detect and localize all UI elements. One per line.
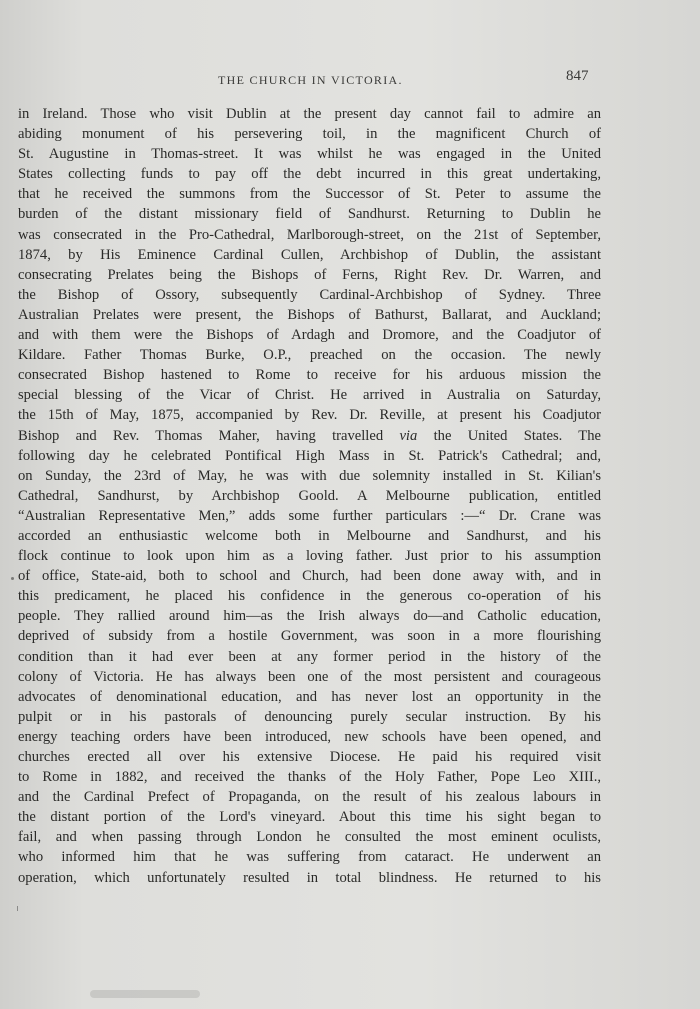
text-line: “Australian Representative Men,” adds some further particulars :—“ Dr. Crane was (18, 507, 601, 524)
page-number: 847 (566, 68, 589, 84)
text-line: colony of Victoria. He has always been one of the most persistent and courageous (18, 668, 601, 685)
text-line: consecrating Prelates being the Bishops of Ferns, Right Rev. Dr. Warren, and (18, 266, 601, 283)
text-line: energy teaching orders have been introduced, new schools have been opened, and (18, 728, 601, 745)
text-line: Cathedral, Sandhurst, by Archbishop Goold. A Melbourne publication, entitled (18, 487, 601, 504)
text-line: Bishop and Rev. Thomas Maher, having travelled via the United States. The (18, 427, 601, 444)
text-line: St. Augustine in Thomas-street. It was whilst he was engaged in the United (18, 146, 601, 163)
text-line: operation, which unfortunately resulted in total blindness. He returned to his (18, 869, 601, 886)
running-title: THE CHURCH IN VICTORIA. (218, 73, 403, 87)
text-line: and with them were the Bishops of Ardagh and Dromore, and the Coadjutor of (18, 327, 601, 344)
text-line: following day he celebrated Pontifical High Mass in St. Patrick's Cathedral; and, (18, 447, 601, 464)
text-line: abiding monument of his persevering toil, in the magnificent Church of (18, 126, 601, 143)
text-line: was consecrated in the Pro-Cathedral, Marlborough-street, on the 21st of September, (18, 226, 601, 243)
text-line: Kildare. Father Thomas Burke, O.P., preached on the occasion. The newly (18, 347, 601, 364)
body-text (18, 104, 601, 888)
text-line: that he received the summons from the Successor of St. Peter to assume the (18, 186, 601, 203)
text-line: deprived of subsidy from a hostile Government, was soon in a more flourishing (18, 628, 601, 645)
text-line: people. They rallied around him—as the Irish always do—and Catholic education, (18, 608, 601, 625)
margin-mark (11, 577, 14, 580)
text-line: and the Cardinal Prefect of Propaganda, on the result of his zealous labours in (18, 789, 601, 806)
page-header (0, 66, 700, 88)
page-smudge (90, 990, 200, 998)
text-line: advocates of denominational education, and has never lost an opportunity in the (18, 688, 601, 705)
text-line: churches erected all over his extensive Diocese. He paid his required visit (18, 749, 601, 765)
text-line: 1874, by His Eminence Cardinal Cullen, Archbishop of Dublin, the assistant (18, 246, 601, 263)
text-line: accorded an enthusiastic welcome both in Melbourne and Sandhurst, and his (18, 527, 601, 544)
text-line: condition than it had ever been at any former period in the history of the (18, 648, 601, 665)
text-line: the 15th of May, 1875, accompanied by Rev. Dr. Reville, at present his Coadjutor (18, 407, 601, 424)
text-line: to Rome in 1882, and received the thanks of the Holy Father, Pope Leo XIII., (18, 769, 601, 786)
text-line: pulpit or in his pastorals of denouncing purely secular instruction. By his (18, 708, 601, 725)
text-line: consecrated Bishop hastened to Rome to receive for his arduous mission the (18, 367, 601, 384)
text-line: this predicament, he placed his confidence in the generous co-operation of his (18, 588, 601, 605)
text-line: in Ireland. Those who visit Dublin at the present day cannot fail to admire an (18, 106, 601, 122)
text-line: of office, State-aid, both to school and Church, had been done away with, and in (18, 568, 601, 585)
text-line: the distant portion of the Lord's vineyard. About this time his sight began to (18, 809, 601, 826)
text-line: States collecting funds to pay off the debt incurred in this great undertaking, (18, 166, 601, 183)
text-line: the Bishop of Ossory, subsequently Cardinal-Archbishop of Sydney. Three (18, 286, 601, 303)
text-line: on Sunday, the 23rd of May, he was with due solemnity installed in St. Kilian's (18, 467, 601, 484)
text-line: who informed him that he was suffering from cataract. He underwent an (18, 849, 601, 866)
text-line: burden of the distant missionary field of Sandhurst. Returning to Dublin he (18, 206, 601, 223)
text-line: special blessing of the Vicar of Christ. He arrived in Australia on Saturday, (18, 387, 601, 404)
margin-tick (17, 906, 18, 911)
italic-word: via (399, 427, 418, 444)
text-line: flock continue to look upon him as a loving father. Just prior to his assumption (18, 548, 601, 565)
text-line: Australian Prelates were present, the Bishops of Bathurst, Ballarat, and Auckland; (18, 306, 601, 323)
text-line: fail, and when passing through London he consulted the most eminent oculists, (18, 829, 601, 846)
